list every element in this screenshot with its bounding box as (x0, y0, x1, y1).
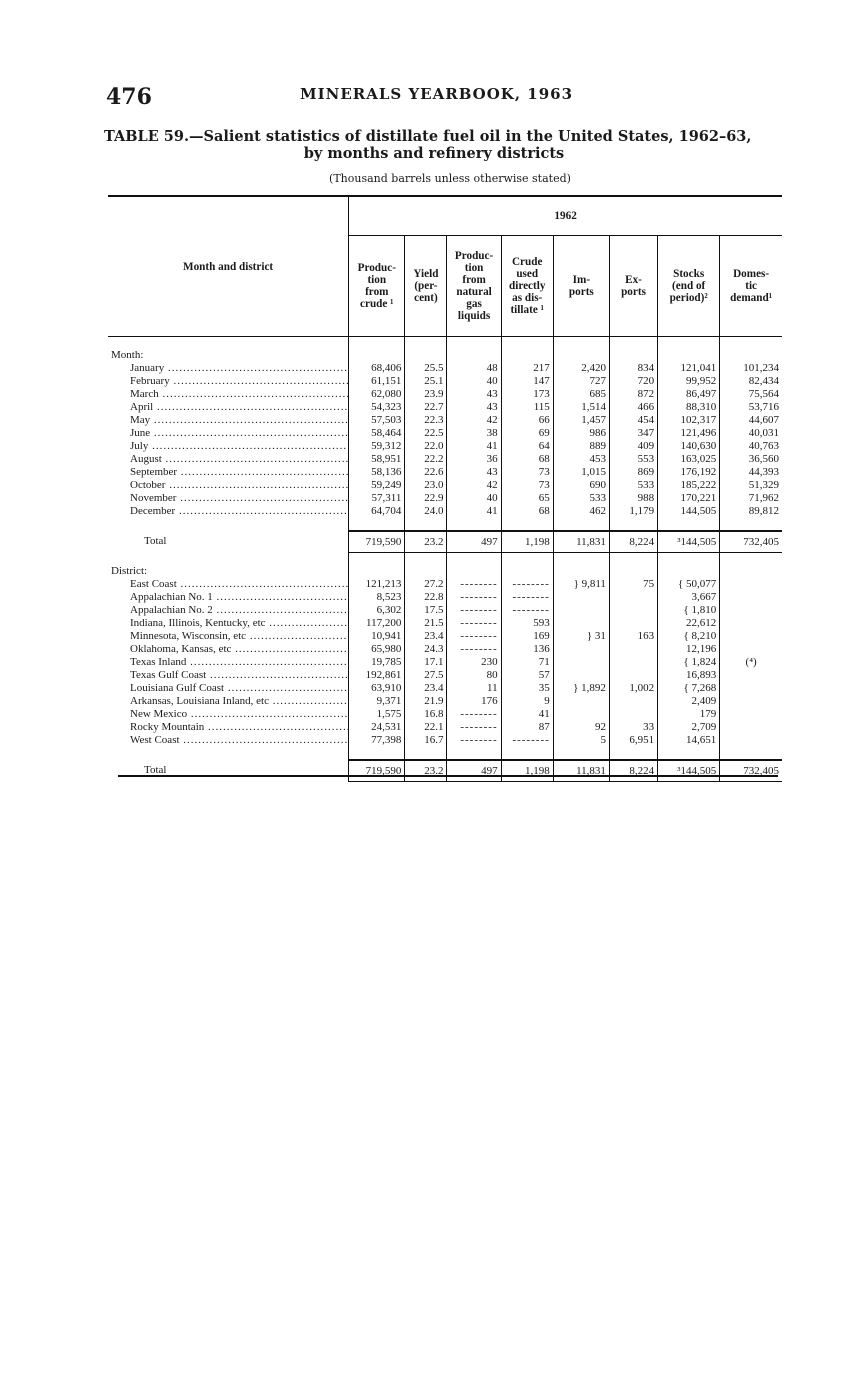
cell: 462 (553, 505, 609, 518)
table-row (108, 682, 782, 695)
cell: -------- (447, 591, 501, 604)
section-label: District: (111, 565, 148, 577)
row-label: January ..... (108, 362, 349, 375)
cell: } 1,892 (553, 682, 609, 695)
cell: 38 (447, 427, 501, 440)
cell: 42 (447, 414, 501, 427)
cell: 54,323 (349, 401, 405, 414)
cell: 8,224 (609, 760, 657, 782)
cell: 23.2 (405, 760, 447, 782)
cell: (⁴) (720, 656, 782, 669)
cell (609, 617, 657, 630)
spacer-row (108, 518, 782, 531)
units-note: (Thousand barrels unless otherwise stated) (329, 172, 571, 185)
table-row (108, 708, 782, 721)
cell: 22.0 (405, 440, 447, 453)
cell: 43 (447, 466, 501, 479)
section-label-row (108, 349, 782, 362)
cell: 86,497 (658, 388, 720, 401)
cell: 117,200 (349, 617, 405, 630)
cell: 42 (447, 479, 501, 492)
cell: 988 (609, 492, 657, 505)
cell (609, 643, 657, 656)
table-row (108, 453, 782, 466)
cell: 44,607 (720, 414, 782, 427)
cell: 834 (609, 362, 657, 375)
cell: 92 (553, 721, 609, 734)
row-label: Minnesota, Wisconsin, etc ..... (108, 630, 349, 643)
cell: 17.1 (405, 656, 447, 669)
cell: 1,002 (609, 682, 657, 695)
cell: 101,234 (720, 362, 782, 375)
cell: 25.5 (405, 362, 447, 375)
total-row (108, 531, 782, 553)
total-row (108, 760, 782, 782)
cell: 230 (447, 656, 501, 669)
column-header: Stocks (end of period)² (658, 236, 720, 337)
cell: 82,434 (720, 375, 782, 388)
cell: 24.0 (405, 505, 447, 518)
cell: 147 (501, 375, 553, 388)
cell: 169 (501, 630, 553, 643)
cell: 136 (501, 643, 553, 656)
cell: 44,393 (720, 466, 782, 479)
cell: 68,406 (349, 362, 405, 375)
cell: 497 (447, 760, 501, 782)
cell: { 50,077 (658, 578, 720, 591)
cell: 170,221 (658, 492, 720, 505)
cell: ³144,505 (658, 531, 720, 553)
cell: 63,910 (349, 682, 405, 695)
row-label: Appalachian No. 2 ..... (108, 604, 349, 617)
cell: 121,041 (658, 362, 720, 375)
table-title-line1: TABLE 59.—Salient statistics of distillate fuel oil in the United States, 1962–63, (104, 128, 752, 145)
cell: 41 (447, 440, 501, 453)
cell: 8,523 (349, 591, 405, 604)
cell: 40,031 (720, 427, 782, 440)
cell: -------- (501, 604, 553, 617)
cell: 690 (553, 479, 609, 492)
cell: 8,224 (609, 531, 657, 553)
row-label: Texas Inland ..... (108, 656, 349, 669)
cell: 14,651 (658, 734, 720, 747)
cell: 2,409 (658, 695, 720, 708)
cell: 22.3 (405, 414, 447, 427)
cell (720, 578, 782, 591)
cell: 23.4 (405, 682, 447, 695)
cell: } 9,811 (553, 578, 609, 591)
row-label: November ..... (108, 492, 349, 505)
cell (553, 669, 609, 682)
table-row (108, 578, 782, 591)
column-header: Produc- tion from crude ¹ (349, 236, 405, 337)
cell: -------- (447, 617, 501, 630)
table-row (108, 630, 782, 643)
cell: 80 (447, 669, 501, 682)
table-row (108, 362, 782, 375)
cell: 173 (501, 388, 553, 401)
cell: -------- (447, 721, 501, 734)
row-label: Total (144, 764, 167, 777)
cell (720, 604, 782, 617)
column-header: Domes- tic demand¹ (720, 236, 782, 337)
cell: -------- (447, 604, 501, 617)
cell: 16.8 (405, 708, 447, 721)
row-label: April ..... (108, 401, 349, 414)
cell: 16.7 (405, 734, 447, 747)
cell: 68 (501, 505, 553, 518)
cell: 33 (609, 721, 657, 734)
row-label: Total (144, 535, 167, 548)
cell: -------- (501, 734, 553, 747)
cell: 53,716 (720, 401, 782, 414)
cell: 720 (609, 375, 657, 388)
cell: 69 (501, 427, 553, 440)
cell: 533 (553, 492, 609, 505)
cell: -------- (447, 708, 501, 721)
statistics-table (108, 195, 782, 782)
cell: 9,371 (349, 695, 405, 708)
cell: 65 (501, 492, 553, 505)
cell (553, 617, 609, 630)
cell: 685 (553, 388, 609, 401)
cell: 58,136 (349, 466, 405, 479)
row-label: August ..... (108, 453, 349, 466)
running-head: MINERALS YEARBOOK, 1963 (300, 85, 574, 103)
spacer-row (108, 747, 782, 760)
cell: 3,667 (658, 591, 720, 604)
cell: 727 (553, 375, 609, 388)
row-label: December ..... (108, 505, 349, 518)
cell: 40 (447, 492, 501, 505)
cell: 176 (447, 695, 501, 708)
cell: 62,080 (349, 388, 405, 401)
cell: 2,420 (553, 362, 609, 375)
row-label: New Mexico ..... (108, 708, 349, 721)
cell: 61,151 (349, 375, 405, 388)
cell: 40,763 (720, 440, 782, 453)
cell: 16,893 (658, 669, 720, 682)
stub-header: Month and district (108, 196, 349, 337)
cell (720, 643, 782, 656)
cell: 10,941 (349, 630, 405, 643)
cell: 66 (501, 414, 553, 427)
table-row (108, 669, 782, 682)
cell: -------- (447, 630, 501, 643)
column-header: Produc- tion from natural gas liquids (447, 236, 501, 337)
row-label: East Coast ..... (108, 578, 349, 591)
row-label: Arkansas, Louisiana Inland, etc ..... (108, 695, 349, 708)
table-row (108, 695, 782, 708)
cell: 869 (609, 466, 657, 479)
cell: 163 (609, 630, 657, 643)
cell: 121,496 (658, 427, 720, 440)
cell: 409 (609, 440, 657, 453)
cell: 23.4 (405, 630, 447, 643)
cell (553, 591, 609, 604)
cell (720, 682, 782, 695)
cell: 1,514 (553, 401, 609, 414)
cell: 88,310 (658, 401, 720, 414)
cell (609, 656, 657, 669)
cell: 2,709 (658, 721, 720, 734)
cell: 41 (447, 505, 501, 518)
cell (720, 721, 782, 734)
cell: -------- (447, 578, 501, 591)
table-row (108, 643, 782, 656)
table-row (108, 721, 782, 734)
cell: 872 (609, 388, 657, 401)
cell: 1,198 (501, 531, 553, 553)
row-label: Louisiana Gulf Coast ..... (108, 682, 349, 695)
cell: 719,590 (349, 531, 405, 553)
row-label: September ..... (108, 466, 349, 479)
cell: { 7,268 (658, 682, 720, 695)
cell: 40 (447, 375, 501, 388)
cell: 889 (553, 440, 609, 453)
table-row (108, 414, 782, 427)
cell: 121,213 (349, 578, 405, 591)
cell: 65,980 (349, 643, 405, 656)
table-row (108, 656, 782, 669)
cell: 11,831 (553, 760, 609, 782)
table-row (108, 617, 782, 630)
cell: 732,405 (720, 531, 782, 553)
cell: 99,952 (658, 375, 720, 388)
table-row (108, 466, 782, 479)
cell: -------- (501, 591, 553, 604)
cell: 36,560 (720, 453, 782, 466)
cell: 1,198 (501, 760, 553, 782)
table-row (108, 427, 782, 440)
cell: 24.3 (405, 643, 447, 656)
cell: 71,962 (720, 492, 782, 505)
cell: 24,531 (349, 721, 405, 734)
cell: 51,329 (720, 479, 782, 492)
cell: 22.5 (405, 427, 447, 440)
cell: 75,564 (720, 388, 782, 401)
row-label: October ..... (108, 479, 349, 492)
cell: 176,192 (658, 466, 720, 479)
cell: 12,196 (658, 643, 720, 656)
row-label: Oklahoma, Kansas, etc ..... (108, 643, 349, 656)
row-label: June ..... (108, 427, 349, 440)
table-row (108, 591, 782, 604)
cell: 25.1 (405, 375, 447, 388)
spacer-row (108, 553, 782, 566)
cell: 115 (501, 401, 553, 414)
cell: 27.2 (405, 578, 447, 591)
cell: -------- (447, 643, 501, 656)
cell: 57 (501, 669, 553, 682)
cell: 144,505 (658, 505, 720, 518)
cell (553, 708, 609, 721)
cell: 23.0 (405, 479, 447, 492)
cell: 73 (501, 479, 553, 492)
cell: 64,704 (349, 505, 405, 518)
row-label: March ..... (108, 388, 349, 401)
cell: 533 (609, 479, 657, 492)
section-label: Month: (111, 349, 144, 361)
year-header: 1962 (349, 196, 782, 236)
row-label: February ..... (108, 375, 349, 388)
cell: 43 (447, 388, 501, 401)
cell: 1,179 (609, 505, 657, 518)
cell: } 31 (553, 630, 609, 643)
cell: 27.5 (405, 669, 447, 682)
cell: 163,025 (658, 453, 720, 466)
cell (720, 591, 782, 604)
table-row (108, 505, 782, 518)
cell: 64 (501, 440, 553, 453)
cell: 179 (658, 708, 720, 721)
page-number: 476 (106, 84, 152, 110)
cell (609, 591, 657, 604)
cell: 89,812 (720, 505, 782, 518)
cell: 58,951 (349, 453, 405, 466)
cell: 23.9 (405, 388, 447, 401)
cell: 347 (609, 427, 657, 440)
cell: 11 (447, 682, 501, 695)
cell: 87 (501, 721, 553, 734)
row-label: Texas Gulf Coast ..... (108, 669, 349, 682)
cell: 22.9 (405, 492, 447, 505)
cell: 36 (447, 453, 501, 466)
cell: 68 (501, 453, 553, 466)
cell: 77,398 (349, 734, 405, 747)
cell: 58,464 (349, 427, 405, 440)
cell (553, 643, 609, 656)
cell (553, 656, 609, 669)
cell: 75 (609, 578, 657, 591)
cell: 21.9 (405, 695, 447, 708)
cell: { 1,810 (658, 604, 720, 617)
cell (609, 708, 657, 721)
cell: 48 (447, 362, 501, 375)
cell: 497 (447, 531, 501, 553)
table-title-line2: by months and refinery districts (303, 145, 565, 162)
cell (553, 604, 609, 617)
table-title (104, 128, 804, 162)
table-row (108, 388, 782, 401)
spacer-row (108, 337, 782, 350)
cell: 22.1 (405, 721, 447, 734)
cell (609, 669, 657, 682)
cell: 11,831 (553, 531, 609, 553)
cell: 22.6 (405, 466, 447, 479)
cell: { 1,824 (658, 656, 720, 669)
cell: 732,405 (720, 760, 782, 782)
section-label-row (108, 565, 782, 578)
row-label: Appalachian No. 1 ..... (108, 591, 349, 604)
cell: 22.2 (405, 453, 447, 466)
bottom-rule (118, 775, 778, 777)
cell: 23.2 (405, 531, 447, 553)
cell: 185,222 (658, 479, 720, 492)
cell: 43 (447, 401, 501, 414)
table-row (108, 479, 782, 492)
column-header: Crude used directly as dis- tillate ¹ (501, 236, 553, 337)
cell: 5 (553, 734, 609, 747)
column-header: Ex- ports (609, 236, 657, 337)
cell: 1,015 (553, 466, 609, 479)
cell: 22.8 (405, 591, 447, 604)
cell: 466 (609, 401, 657, 414)
column-header: Im- ports (553, 236, 609, 337)
cell: -------- (501, 578, 553, 591)
row-label: July ..... (108, 440, 349, 453)
cell (553, 695, 609, 708)
cell: 6,302 (349, 604, 405, 617)
table-row (108, 492, 782, 505)
cell: 192,861 (349, 669, 405, 682)
cell (609, 604, 657, 617)
cell: 102,317 (658, 414, 720, 427)
cell: 719,590 (349, 760, 405, 782)
cell: 1,457 (553, 414, 609, 427)
cell: 57,503 (349, 414, 405, 427)
row-label: West Coast ..... (108, 734, 349, 747)
cell: 57,311 (349, 492, 405, 505)
cell (609, 695, 657, 708)
cell: 59,249 (349, 479, 405, 492)
cell (720, 669, 782, 682)
table-row (108, 440, 782, 453)
cell: 1,575 (349, 708, 405, 721)
cell: 453 (553, 453, 609, 466)
table-row (108, 401, 782, 414)
cell (720, 630, 782, 643)
table-body (108, 337, 782, 782)
cell: 59,312 (349, 440, 405, 453)
row-label: May ..... (108, 414, 349, 427)
cell: 21.5 (405, 617, 447, 630)
cell: 553 (609, 453, 657, 466)
cell: 9 (501, 695, 553, 708)
cell: 71 (501, 656, 553, 669)
cell: 22.7 (405, 401, 447, 414)
table-row (108, 734, 782, 747)
row-label: Rocky Mountain ..... (108, 721, 349, 734)
row-label: Indiana, Illinois, Kentucky, etc ..... (108, 617, 349, 630)
table-row (108, 375, 782, 388)
cell: 35 (501, 682, 553, 695)
cell: -------- (447, 734, 501, 747)
cell: 593 (501, 617, 553, 630)
cell: 986 (553, 427, 609, 440)
cell: 19,785 (349, 656, 405, 669)
column-header: Yield (per- cent) (405, 236, 447, 337)
cell: 22,612 (658, 617, 720, 630)
cell: 140,630 (658, 440, 720, 453)
cell: 17.5 (405, 604, 447, 617)
cell: 6,951 (609, 734, 657, 747)
cell: 41 (501, 708, 553, 721)
cell (720, 617, 782, 630)
cell: 454 (609, 414, 657, 427)
cell: ³144,505 (658, 760, 720, 782)
cell: 217 (501, 362, 553, 375)
cell: { 8,210 (658, 630, 720, 643)
cell (720, 708, 782, 721)
cell (720, 695, 782, 708)
cell (720, 734, 782, 747)
table-row (108, 604, 782, 617)
cell: 73 (501, 466, 553, 479)
